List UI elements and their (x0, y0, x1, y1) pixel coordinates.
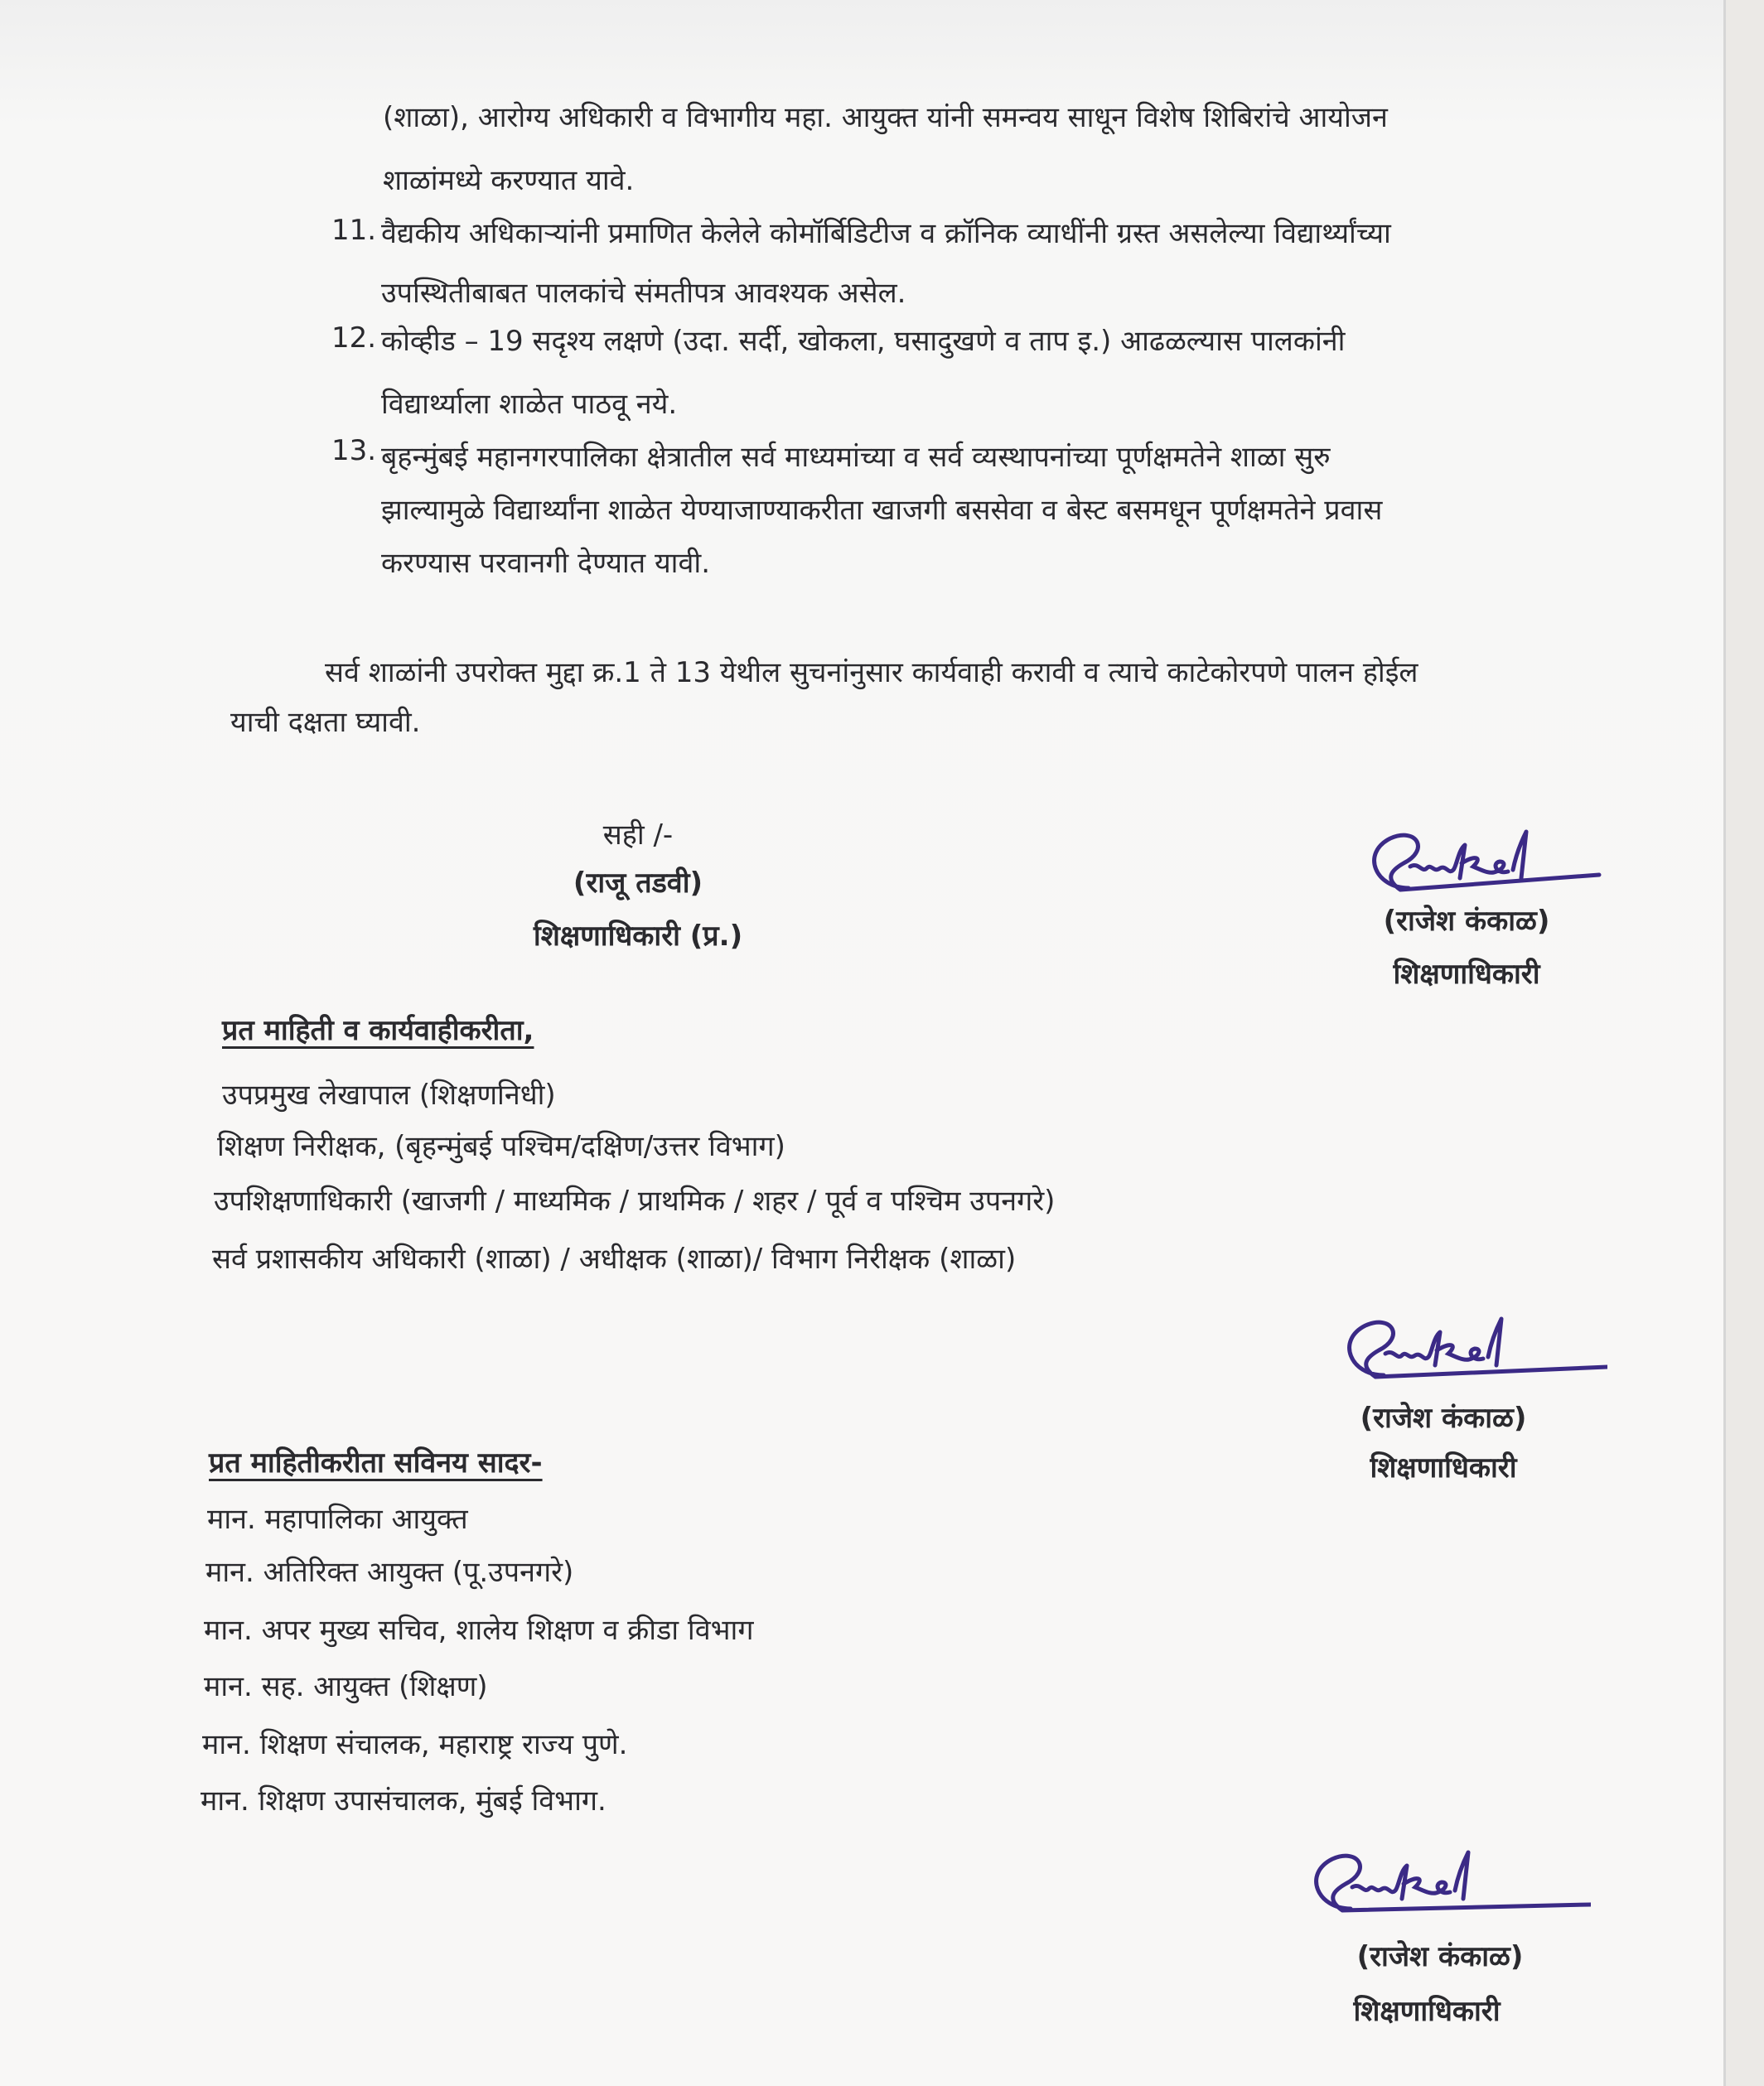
item-number: 11. (331, 214, 377, 247)
item-line: उपस्थितीबाबत पालकांचे संमतीपत्र आवश्यक असेल. (381, 277, 906, 310)
sahi-mark: सही /- (602, 818, 674, 852)
item-number: 13. (331, 434, 377, 467)
item-line: विद्यार्थ्याला शाळेत पाठवू नये. (381, 388, 678, 421)
signatory-name: (राजू तडवी) (573, 867, 703, 900)
copy-info-item: मान. शिक्षण उपासंचालक, मुंबई विभाग. (201, 1784, 607, 1818)
copy-info-heading: प्रत माहितीकरीता सविनय सादर- (209, 1446, 543, 1480)
item-line: कोव्हीड – 19 सदृश्य लक्षणे (उदा. सर्दी, खोकला, घसादुखणे व ताप इ.) आढळल्यास पालकांनी (381, 325, 1346, 358)
copy-action-item: उपशिक्षणाधिकारी (खाजगी / माध्यमिक / प्राथमिक / शहर / पूर्व व पश्चिम उपनगरे) (214, 1185, 1056, 1218)
page-edge (1726, 0, 1764, 2086)
closing-line: याची दक्षता घ्यावी. (230, 706, 421, 739)
copy-info-item: मान. सह. आयुक्त (शिक्षण) (204, 1670, 488, 1703)
copy-action-item: सर्व प्रशासकीय अधिकारी (शाळा) / अधीक्षक (शाळा)/ विभाग निरीक्षक (शाळा) (212, 1243, 1017, 1276)
signatory-name: (राजेश कंकाळ) (1383, 905, 1550, 938)
paragraph-line: (शाळा), आरोग्य अधिकारी व विभागीय महा. आयुक्त यांनी समन्वय साधून विशेष शिबिरांचे आयोजन (383, 101, 1388, 134)
item-line: बृहन्मुंबई महानगरपालिका क्षेत्रातील सर्व माध्यमांच्या व सर्व व्यस्थापनांच्या पूर्णक्षमतेने शाळा सुरु (381, 441, 1331, 474)
signature-image (1326, 1307, 1607, 1398)
copy-action-heading: प्रत माहिती व कार्यवाहीकरीता, (222, 1014, 534, 1047)
signature-image (1351, 820, 1632, 911)
item-line: झाल्यामुळे विद्यार्थ्यांना शाळेत येण्याजाण्याकरीता खाजगी बससेवा व बेस्ट बसमधून पूर्णक्षमतेने प्रवास (381, 494, 1383, 527)
signatory-title: शिक्षणाधिकारी (1353, 1995, 1501, 2028)
signatory-name: (राजेश कंकाळ) (1356, 1940, 1524, 1973)
closing-line: सर्व शाळांनी उपरोक्त मुद्दा क्र.1 ते 13 येथील सुचनांनुसार कार्यवाही करावी व त्याचे काटेकोरपणे पालन होईल (325, 656, 1418, 689)
signatory-title: शिक्षणाधिकारी (प्र.) (533, 920, 743, 953)
signature-lettering: RKankal (1351, 820, 1355, 821)
signatory-name: (राजेश कंकाळ) (1360, 1402, 1527, 1435)
item-number: 12. (331, 321, 377, 355)
signature-image (1293, 1837, 1591, 1937)
item-line: करण्यास परवानगी देण्यात यावी. (381, 547, 710, 580)
signatory-title: शिक्षणाधिकारी (1370, 1451, 1517, 1485)
item-line: वैद्यकीय अधिकाऱ्यांनी प्रमाणित केलेले कोमॉर्बिडिटीज व क्रॉनिक व्याधींनी ग्रस्त असलेल्या विद्यार्थ्यांच्या (381, 217, 1391, 250)
copy-info-item: मान. अपर मुख्य सचिव, शालेय शिक्षण व क्रीडा विभाग (204, 1614, 754, 1647)
copy-info-item: मान. महापालिका आयुक्त (207, 1503, 468, 1536)
signatory-title: शिक्षणाधिकारी (1393, 958, 1540, 991)
copy-action-item: शिक्षण निरीक्षक, (बृहन्मुंबई पश्चिम/दक्षिण/उत्तर विभाग) (217, 1130, 785, 1163)
paragraph-line: शाळांमध्ये करण्यात यावे. (383, 164, 635, 197)
copy-info-item: मान. अतिरिक्त आयुक्त (पू.उपनगरे) (205, 1556, 574, 1589)
copy-info-item: मान. शिक्षण संचालक, महाराष्ट्र राज्य पुणे. (202, 1728, 628, 1761)
copy-action-item: उपप्रमुख लेखापाल (शिक्षणनिधी) (222, 1079, 556, 1112)
